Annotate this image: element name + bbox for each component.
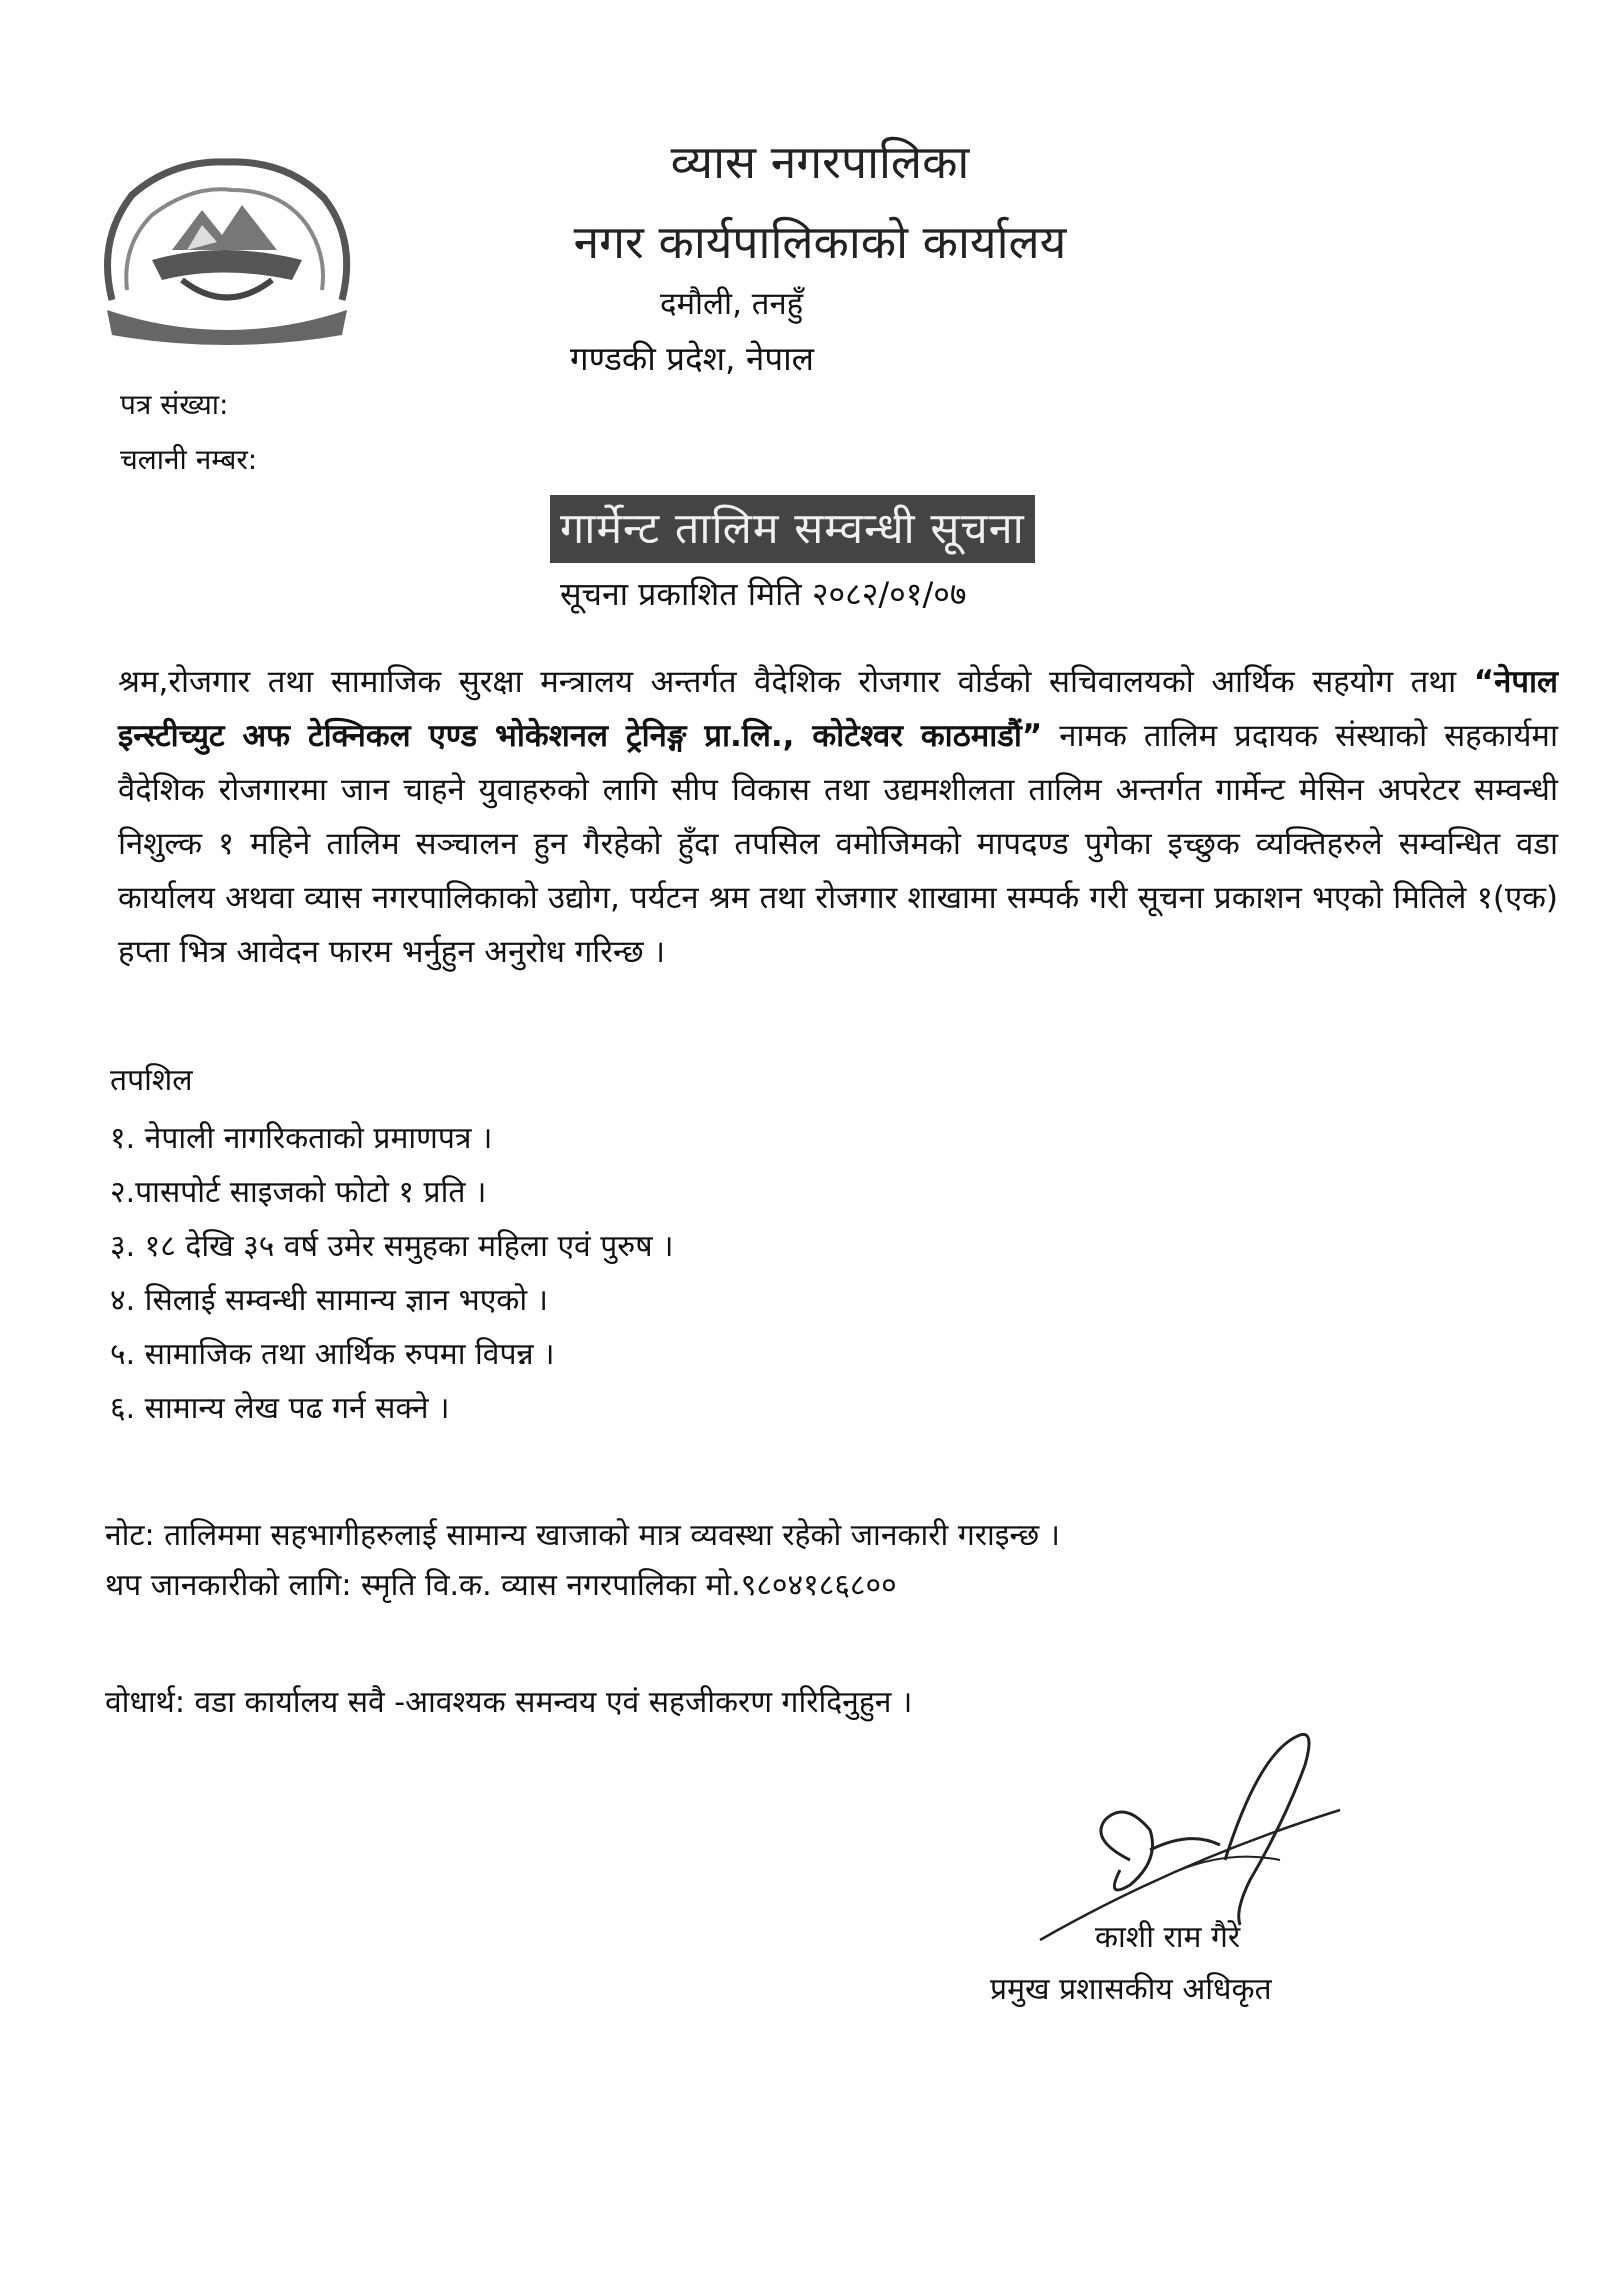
published-date: सूचना प्रकाशित मिति २०८२/०१/०७ bbox=[560, 575, 967, 613]
government-emblem-icon bbox=[92, 150, 362, 350]
office-name: नगर कार्यपालिकाको कार्यालय bbox=[573, 215, 1067, 269]
address-line-1: दमौली, तनहुँ bbox=[660, 286, 804, 322]
list-item: ६. सामान्य लेख पढ गर्न सक्ने । bbox=[110, 1391, 450, 1426]
notice-subject: गार्मेन्ट तालिम सम्वन्धी सूचना bbox=[550, 495, 1035, 563]
note-text: नोट: तालिममा सहभागीहरुलाई सामान्य खाजाको मात्र व्यवस्था रहेको जानकारी गराइन्छ । bbox=[105, 1518, 1061, 1553]
training-provider-name: “नेपाल इन्स्टीच्युट अफ टेक्निकल एण्ड भोकेशनल ट्रेनिङ्ग प्रा.लि., कोटेश्वर काठमाडौं” bbox=[118, 664, 1558, 754]
list-item: २.पासपोर्ट साइजको फोटो १ प्रति । bbox=[110, 1175, 487, 1210]
letter-number-label: पत्र संख्या: bbox=[120, 388, 229, 421]
org-name: व्यास नगरपालिका bbox=[670, 135, 970, 189]
list-item: ५. सामाजिक तथा आर्थिक रुपमा विपन्न । bbox=[110, 1337, 555, 1372]
list-item: ३. १८ देखि ३५ वर्ष उमेर समुहका महिला एवं पुरुष । bbox=[110, 1229, 674, 1264]
notice-body bbox=[118, 655, 1558, 979]
body-intro: श्रम,रोजगार तथा सामाजिक सुरक्षा मन्त्रालय अन्तर्गत वैदेशिक रोजगार वोर्डको सचिवालयको आर्थिक सहयोग तथा bbox=[118, 664, 1474, 700]
signatory-name: काशी राम गैरे bbox=[1095, 1920, 1241, 1955]
schedule-title: तपशिल bbox=[110, 1063, 193, 1098]
address-line-2: गण्डकी प्रदेश, नेपाल bbox=[570, 339, 814, 378]
list-item: १. नेपाली नागरिकताको प्रमाणपत्र । bbox=[110, 1121, 493, 1156]
contact-info: थप जानकारीको लागि: स्मृति वि.क. व्यास नगरपालिका मो.९८०४१८६८०० bbox=[105, 1568, 897, 1603]
eligibility-list bbox=[110, 1112, 673, 1436]
body-rest: नामक तालिम प्रदायक संस्थाको सहकार्यमा वैदेशिक रोजगारमा जान चाहने युवाहरुको लागि सीप विकास तथा उद्यमशीलता तालिम अन्तर्गत गार्मेन्ट मेसिन अपरेटर सम्वन्धी निशुल्क १ महिने तालिम सञ्चालन हुन गैरहेको हुँदा तपसिल वमोजिमको मापदण्ड पुगेका इच्छुक व्यक्तिहरुले सम्वन्धित वडा कार्यालय अथवा व्यास नगरपालिकाको उद्योग, पर्यटन श्रम तथा रोजगार शाखामा सम्पर्क गरी सूचना प्रकाशन भएको मितिले १(एक) हप्ता भित्र आवेदन फारम भर्नुहुन अनुरोध गरिन्छ । bbox=[118, 718, 1558, 970]
dispatch-number-label: चलानी नम्बर: bbox=[120, 443, 258, 476]
cc-text: वोधार्थ: वडा कार्यालय सवै -आवश्यक समन्वय एवं सहजीकरण गरिदिनुहुन । bbox=[105, 1685, 913, 1720]
signatory-designation: प्रमुख प्रशासकीय अधिकृत bbox=[990, 1972, 1272, 2007]
list-item: ४. सिलाई सम्वन्धी सामान्य ज्ञान भएको । bbox=[110, 1283, 549, 1318]
